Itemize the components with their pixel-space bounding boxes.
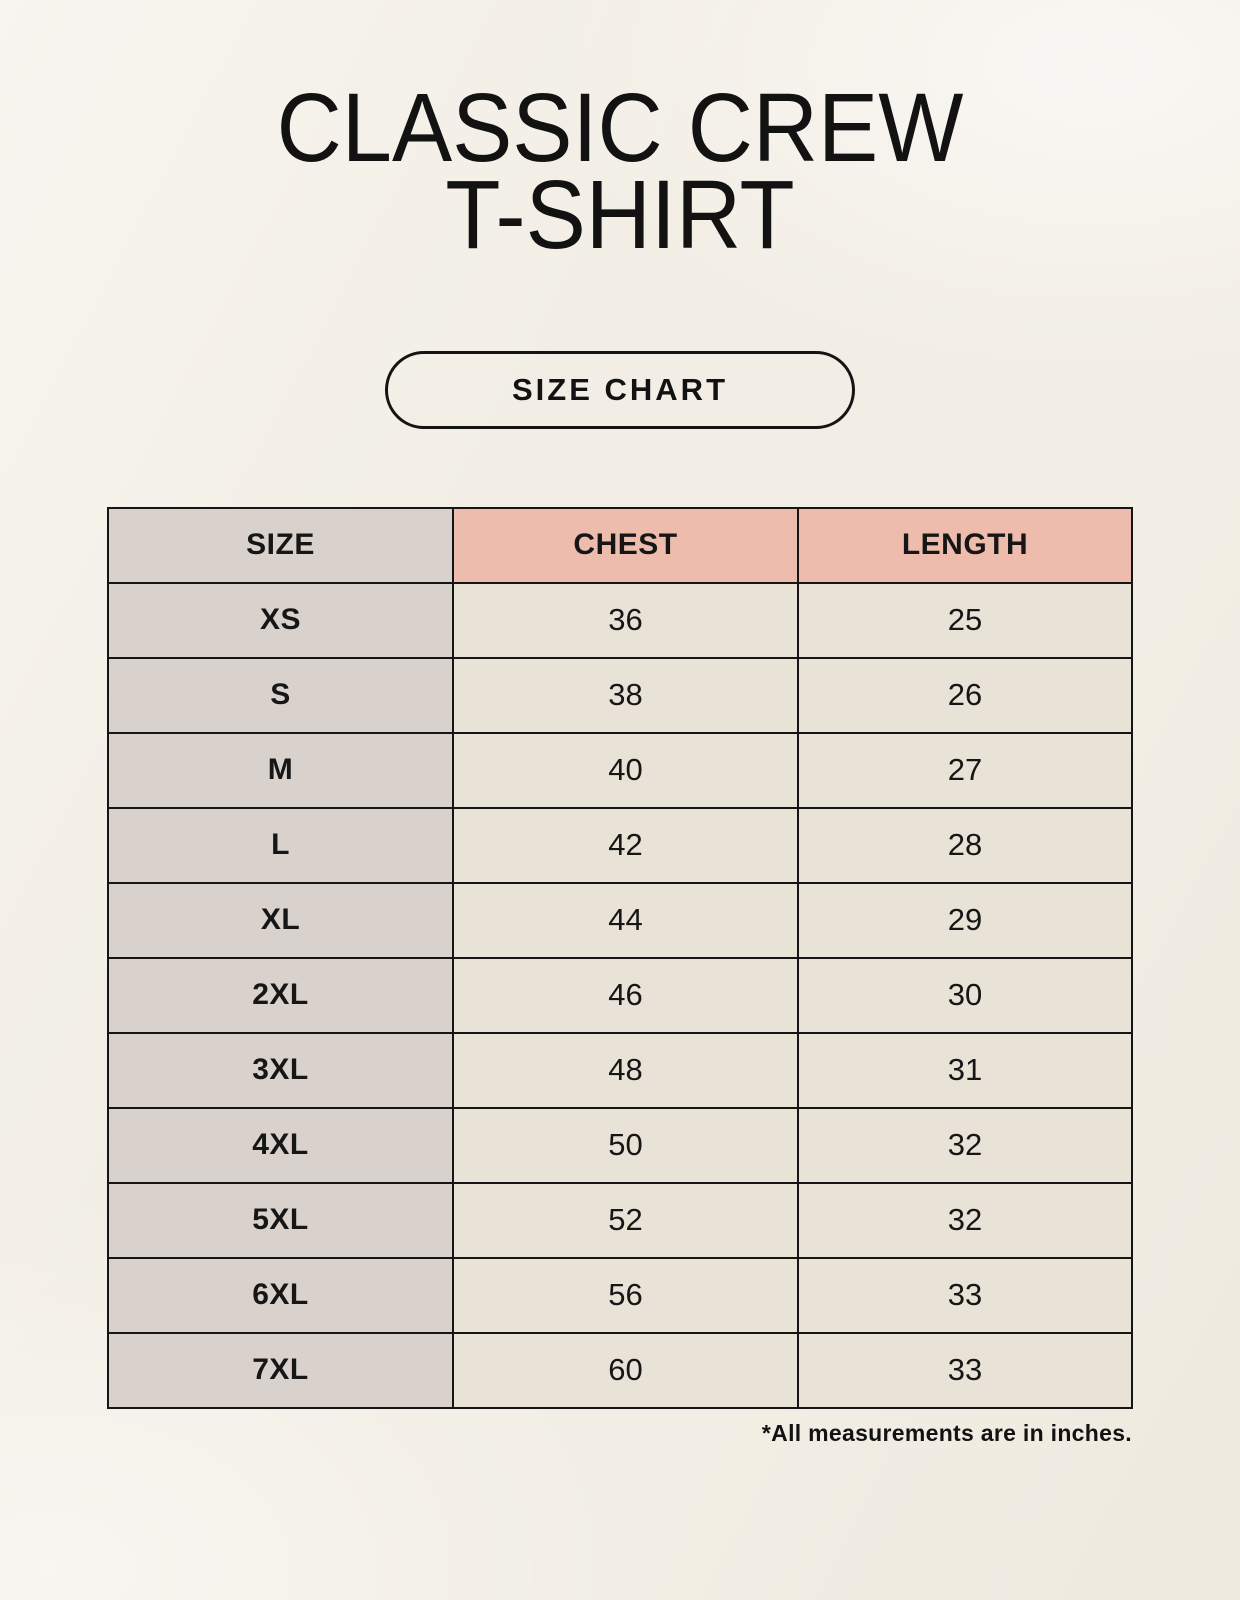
size-chart-button[interactable]	[385, 351, 855, 429]
chest-cell: 38	[453, 658, 798, 733]
chest-cell: 60	[453, 1333, 798, 1408]
length-cell: 32	[798, 1108, 1132, 1183]
length-cell: 25	[798, 583, 1132, 658]
table-row	[108, 1183, 1132, 1258]
page-title-line-2: T-SHIRT	[445, 160, 795, 270]
size-cell: L	[108, 808, 453, 883]
length-cell: 29	[798, 883, 1132, 958]
length-cell: 27	[798, 733, 1132, 808]
table-row	[108, 883, 1132, 958]
table-row	[108, 658, 1132, 733]
chest-cell: 40	[453, 733, 798, 808]
table-row	[108, 1258, 1132, 1333]
size-chart-button-label: SIZE CHART	[512, 371, 728, 407]
chest-cell: 42	[453, 808, 798, 883]
length-cell: 30	[798, 958, 1132, 1033]
chest-cell: 56	[453, 1258, 798, 1333]
column-header-size: SIZE	[108, 508, 453, 583]
chest-cell: 48	[453, 1033, 798, 1108]
size-cell: 5XL	[108, 1183, 453, 1258]
chest-cell: 46	[453, 958, 798, 1033]
table-row	[108, 808, 1132, 883]
table-row	[108, 1108, 1132, 1183]
length-cell: 33	[798, 1333, 1132, 1408]
table-header-row	[108, 508, 1132, 583]
size-chart-table	[107, 507, 1133, 1409]
length-cell: 33	[798, 1258, 1132, 1333]
size-cell: XS	[108, 583, 453, 658]
size-cell: XL	[108, 883, 453, 958]
table-row	[108, 1033, 1132, 1108]
chest-cell: 44	[453, 883, 798, 958]
length-cell: 28	[798, 808, 1132, 883]
size-cell: M	[108, 733, 453, 808]
table-row	[108, 1333, 1132, 1408]
page-title	[43, 0, 1196, 270]
measurements-note: *All measurements are in inches.	[761, 1419, 1132, 1446]
size-cell: S	[108, 658, 453, 733]
chest-cell: 50	[453, 1108, 798, 1183]
chest-cell: 52	[453, 1183, 798, 1258]
length-cell: 26	[798, 658, 1132, 733]
length-cell: 32	[798, 1183, 1132, 1258]
table-row	[108, 733, 1132, 808]
page-title-line-1: CLASSIC CREW	[276, 73, 964, 182]
table-row	[108, 583, 1132, 658]
size-cell: 2XL	[108, 958, 453, 1033]
column-header-chest: CHEST	[453, 508, 798, 583]
column-header-length: LENGTH	[798, 508, 1132, 583]
size-cell: 6XL	[108, 1258, 453, 1333]
table-row	[108, 958, 1132, 1033]
chest-cell: 36	[453, 583, 798, 658]
length-cell: 31	[798, 1033, 1132, 1108]
size-cell: 4XL	[108, 1108, 453, 1183]
size-cell: 3XL	[108, 1033, 453, 1108]
size-cell: 7XL	[108, 1333, 453, 1408]
